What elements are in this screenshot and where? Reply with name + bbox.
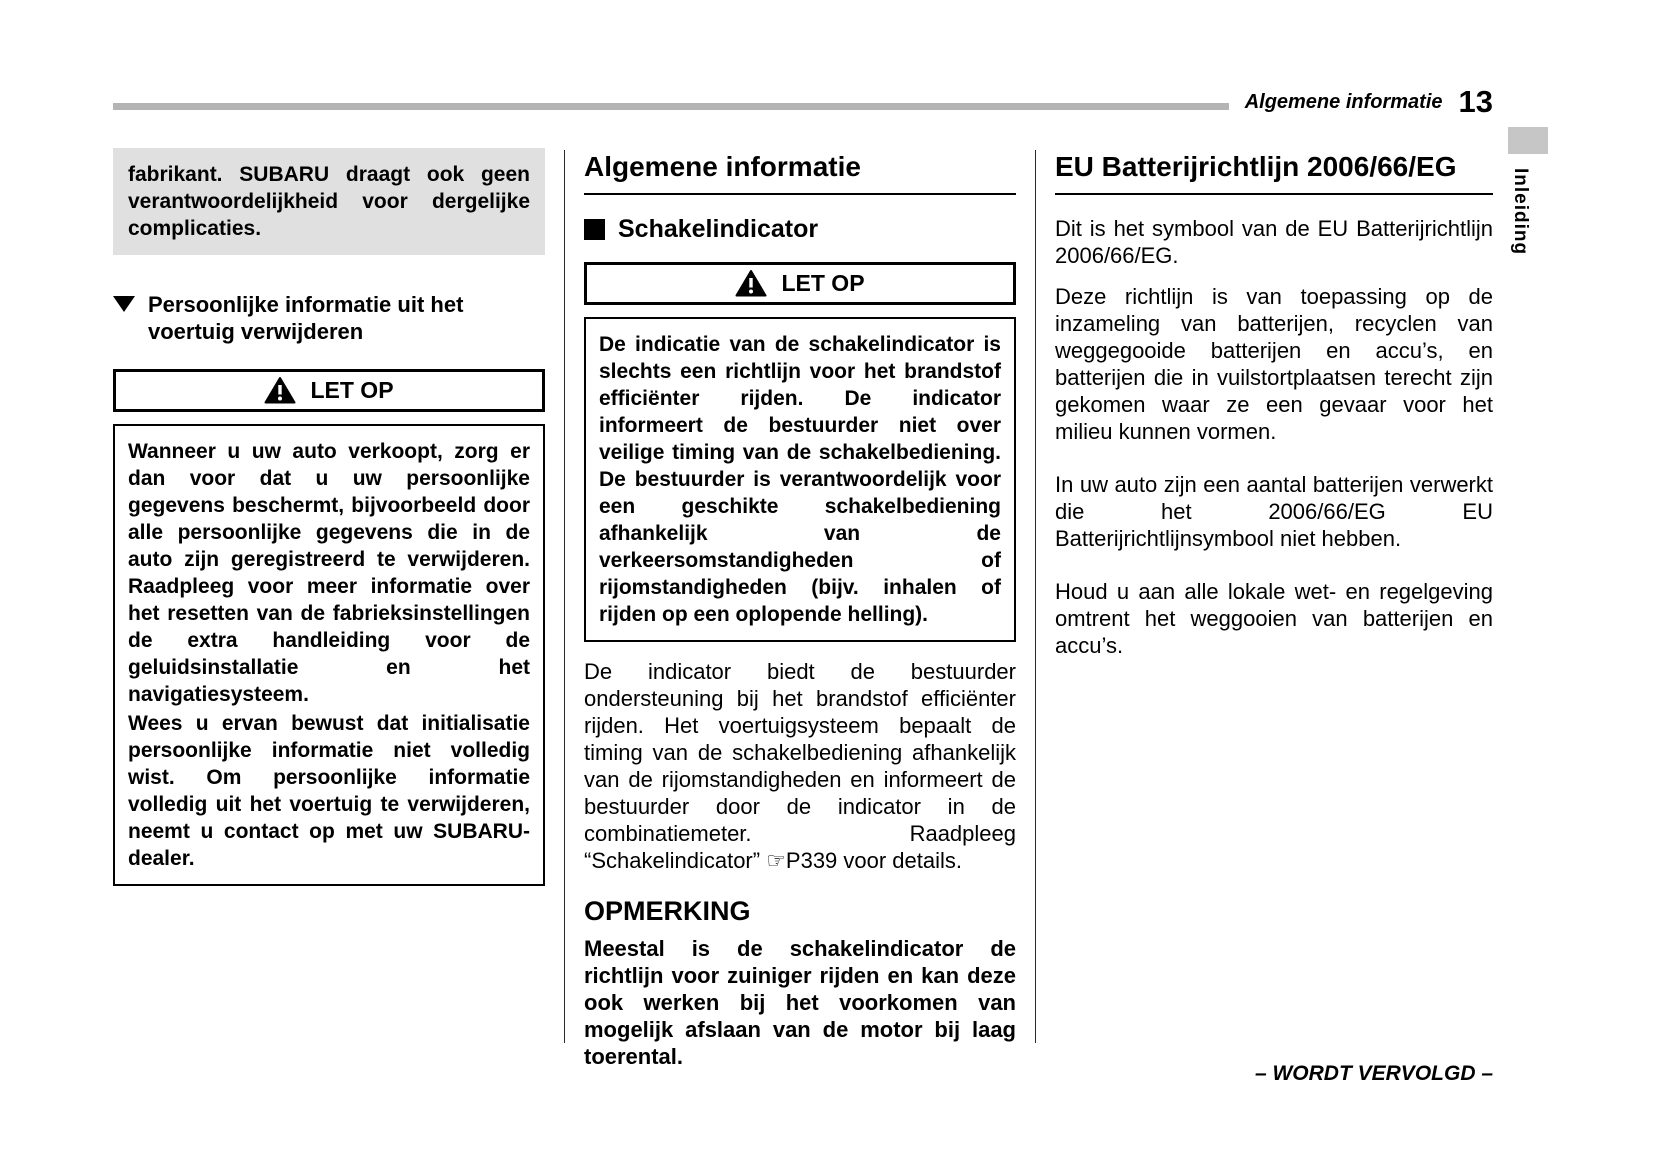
heading-rule xyxy=(584,193,1016,195)
section-heading-text: Persoonlijke informatie uit het voertuig verwijderen xyxy=(148,292,464,344)
warning-icon xyxy=(264,376,296,404)
body-paragraph: In uw auto zijn een aantal batterijen verwerkt die het 2006/66/EG EU Batterijrichtlijnsymbool niet hebben. xyxy=(1055,472,1493,551)
warning-icon xyxy=(735,269,767,297)
column-heading: EU Batterijrichtlijn 2006/66/EG xyxy=(1055,151,1457,182)
body-paragraph: Dit is het symbool van de EU Batterijrichtlijn 2006/66/EG. xyxy=(1055,216,1493,268)
intro-note-box: fabrikant. SUBARU draagt ook geen verantwoordelijkheid voor dergelijke complicaties. xyxy=(113,148,545,255)
body-paragraph: De indicator biedt de bestuurder ondersteuning bij het brandstof efficiënter rijden. Het voertuigsysteem bepaalt de timing van de schakelbediening afhankelijk van de rijomstandigheden en informeert de bestuurder door de indicator in de combinatiemeter. Raadpleeg “Schakelindicator” ☞P339 voor details. xyxy=(584,659,1016,873)
note-paragraph: Meestal is de schakelindicator de richtlijn voor zuiniger rijden en kan deze ook werken bij het voorkomen van mogelijk afslaan van de motor bij laag toerental. xyxy=(584,936,1016,1069)
body-paragraph: Deze richtlijn is van toepassing op de inzameling van batterijen, recyclen van weggegooide batterijen en accu’s, en batterijen die in vuilstortplaatsen terecht zijn gekomen waar ze een gevaar voor het milieu kunnen vormen. xyxy=(1055,284,1493,444)
caution-body-box xyxy=(113,424,545,886)
caution-paragraph: De indicatie van de schakelindicator is slechts een richtlijn voor het brandstof efficiënter rijden. De indicator informeert de bestuurder niet over veilige timing van de schakelbediening. De bestuurder is verantwoordelijk voor een geschikte schakelbediening afhankelijk van de verkeersomstandigheden of rijomstandigheden (bijv. inhalen of rijden op een oplopende helling). xyxy=(599,333,1001,626)
column-heading: Algemene informatie xyxy=(584,151,861,182)
column-1 xyxy=(113,148,545,1084)
header-rule xyxy=(113,103,1229,110)
square-bullet-icon xyxy=(584,219,605,240)
continued-notice: – WORDT VERVOLGD – xyxy=(1254,1062,1493,1085)
body-paragraph: Houd u aan alle lokale wet- en regelgeving omtrent het weggooien van batterijen en accu’s. xyxy=(1055,579,1493,658)
heading-rule xyxy=(1055,193,1493,195)
content-columns xyxy=(113,148,1493,1084)
caution-body-box xyxy=(584,317,1016,642)
chapter-tab-marker xyxy=(1508,127,1548,154)
caution-paragraph: Wees u ervan bewust dat initialisatie persoonlijke informatie niet volledig wist. Om persoonlijke informatie volledig uit het voertuig te verwijderen, neemt u contact op met uw SUBARU-dealer. xyxy=(128,712,530,870)
subsection-heading-schakelindicator xyxy=(584,215,1016,244)
caution-title-box xyxy=(113,369,545,412)
caution-label: LET OP xyxy=(310,376,394,403)
page-header xyxy=(113,84,1493,120)
column-divider xyxy=(1035,150,1036,1043)
header-section-title: Algemene informatie xyxy=(1244,90,1443,113)
column-divider xyxy=(564,150,565,1043)
page-number: 13 xyxy=(1458,84,1493,119)
caution-paragraph: Wanneer u uw auto verkoopt, zorg er dan voor dat u uw persoonlijke gegevens beschermt, bijvoorbeeld door alle persoonlijke gegevens die in de auto zijn geregistreerd te verwijderen. Raadpleeg voor meer informatie over het resetten van de fabrieksinstellingen de extra handleiding voor de geluidsinstallatie en het navigatiesysteem. xyxy=(128,440,530,706)
column-3 xyxy=(1055,148,1493,1084)
caution-title-box xyxy=(584,262,1016,305)
chapter-tab-label: Inleiding xyxy=(1510,168,1531,256)
triangle-down-icon xyxy=(113,296,135,312)
section-heading-personal-info xyxy=(113,291,545,345)
column-2 xyxy=(584,148,1016,1084)
subsection-heading-text: Schakelindicator xyxy=(618,215,819,243)
note-heading: OPMERKING xyxy=(584,896,751,926)
caution-label: LET OP xyxy=(781,269,865,296)
